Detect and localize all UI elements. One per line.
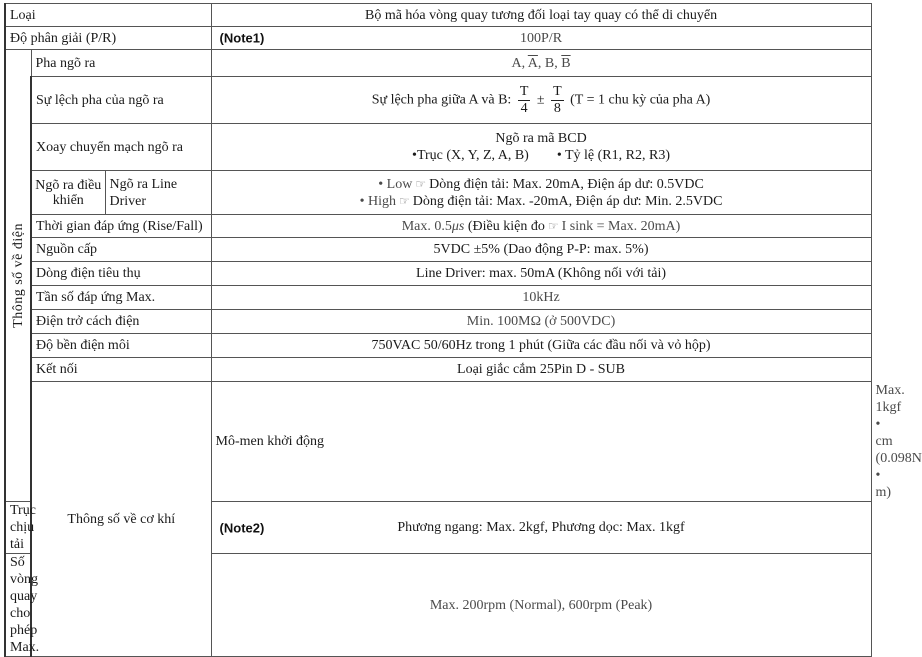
note1-label: (Note1) [219, 30, 265, 46]
insulation-value: Min. 100MΩ (ở 500VDC) [211, 310, 871, 334]
resolution-value-cell [211, 27, 871, 50]
loai-value: Bộ mã hóa vòng quay tương đối loại tay quay có thể di chuyển [211, 4, 871, 27]
hand-pointer-icon: ☞ [415, 176, 427, 191]
row-phase [5, 50, 871, 77]
row-frequency [5, 286, 871, 310]
phase-b: B [544, 55, 555, 71]
fraction-t-8: $\frac{T}{8}$ [553, 83, 562, 116]
current-value: Line Driver: max. 50mA (Không nối với tải) [211, 262, 871, 286]
current-label: Dòng điện tiêu thụ [31, 262, 211, 286]
row-switch [5, 124, 871, 171]
switch-label: Xoay chuyển mạch ngõ ra [31, 124, 211, 171]
phase-diff-label: Sự lệch pha của ngõ ra [31, 77, 211, 124]
row-control-output [5, 171, 871, 215]
switch-axis: •Trục (X, Y, Z, A, B) [412, 148, 529, 163]
electrical-group-cell [5, 50, 31, 502]
row-torque: Thông số về cơ khí Mô-men khởi động Max. 1kgf • cm (0.098N • m) [5, 382, 871, 502]
mechanical-group-label: Thông số về cơ khí [31, 382, 211, 657]
connection-label: Kết nối [31, 358, 211, 382]
phase-a: A [511, 55, 522, 71]
phase-value: A, $\overline{A}$, B, $\overline{B}$ [211, 50, 871, 77]
note2-label: (Note2) [219, 520, 265, 535]
rpm-value: Max. 200rpm (Normal), 600rpm (Peak) [211, 554, 871, 657]
phase-b-bar: $\overline{B}$ [561, 55, 571, 71]
shaft-load-label: Trục chịu tải [5, 502, 31, 554]
line-driver-label: Ngõ ra Line Driver [105, 171, 211, 215]
phase-label: Pha ngõ ra [31, 50, 211, 77]
row-dielectric [5, 334, 871, 358]
row-loai [5, 4, 871, 27]
row-response-time [5, 215, 871, 238]
hand-pointer-icon: ☞ [547, 218, 559, 233]
row-connection [5, 358, 871, 382]
row-resolution [5, 27, 871, 50]
insulation-label: Điện trở cách điện [31, 310, 211, 334]
control-output-group: Ngõ ra điều khiển [31, 171, 105, 215]
torque-label: Mô-men khởi động [211, 382, 871, 502]
frequency-label: Tần số đáp ứng Max. [31, 286, 211, 310]
shaft-load-value: Phương ngang: Max. 2kgf, Phương dọc: Max. 1kgf [397, 520, 685, 535]
power-value: 5VDC ±5% (Dao động P-P: max. 5%) [211, 238, 871, 262]
row-phase-diff [5, 77, 871, 124]
resolution-value: 100P/R [520, 30, 563, 46]
connection-value: Loại giắc cắm 25Pin D - SUB [211, 358, 871, 382]
row-current [5, 262, 871, 286]
line-driver-value: • Low ☞ Dòng điện tải: Max. 20mA, Điện áp dư: 0.5VDC • High ☞ Dòng điện tải: Max. -20mA, Điện áp dư: Min. 2.5VDC [211, 171, 871, 215]
switch-value: Ngõ ra mã BCD •Trục (X, Y, Z, A, B) • Tỷ lệ (R1, R2, R3) [211, 124, 871, 171]
response-time-label: Thời gian đáp ứng (Rise/Fall) [31, 215, 211, 238]
power-label: Nguồn cấp [31, 238, 211, 262]
frequency-value: 10kHz [211, 286, 871, 310]
response-time-value: Max. 0.5μs (Điều kiện đo ☞ I sink = Max. 20mA) [211, 215, 871, 238]
phase-diff-value: Sự lệch pha giữa A và B: $\frac{T}{4}$ ± $\frac{T}{8}$ (T = 1 chu kỳ của pha A) [211, 77, 871, 124]
hand-pointer-icon: ☞ [398, 193, 410, 208]
row-power [5, 238, 871, 262]
resolution-label: Độ phân giải (P/R) [5, 27, 211, 50]
phase-a-bar: $\overline{A}$ [527, 55, 538, 71]
switch-scale: • Tỷ lệ (R1, R2, R3) [556, 148, 670, 163]
loai-label: Loại [5, 4, 211, 27]
dielectric-value: 750VAC 50/60Hz trong 1 phút (Giữa các đầu nối và vỏ hộp) [211, 334, 871, 358]
rpm-label: Số vòng quay cho phép Max. [5, 554, 31, 657]
dielectric-label: Độ bền điện môi [31, 334, 211, 358]
spec-table [4, 3, 922, 657]
shaft-load-value-cell [211, 502, 871, 554]
fraction-t-4: $\frac{T}{4}$ [519, 83, 529, 116]
electrical-group-label: Thông số về điện [11, 223, 26, 328]
row-insulation [5, 310, 871, 334]
